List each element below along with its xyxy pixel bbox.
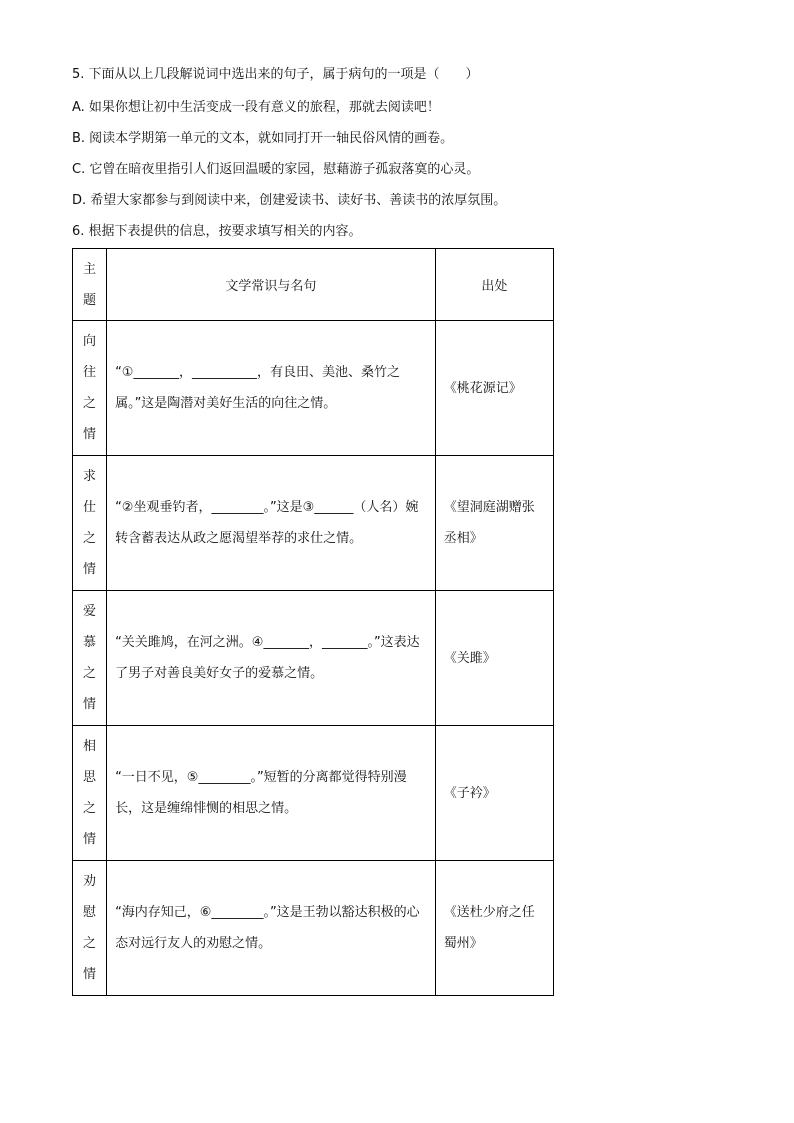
theme-char: 情	[83, 832, 97, 847]
theme-cell	[73, 591, 107, 726]
source-cell: 《送杜少府之任蜀州》	[435, 861, 553, 996]
theme-char: 慰	[83, 905, 97, 920]
source-cell: 《子衿》	[435, 726, 553, 861]
question-5-stem: 5. 下面从以上几段解说词中选出来的句子，属于病句的一项是（ ）	[72, 67, 479, 82]
theme-char: 之	[83, 801, 97, 816]
table-row	[73, 456, 554, 591]
header-content-cell: 文学常识与名句	[107, 249, 436, 321]
header-theme-char: 主	[83, 261, 97, 277]
theme-char: 情	[83, 562, 97, 577]
theme-char: 相	[83, 739, 97, 754]
theme-cell	[73, 861, 107, 996]
theme-char: 之	[83, 666, 97, 681]
header-theme-cell	[73, 249, 107, 321]
theme-char: 爱	[83, 604, 97, 619]
source-cell: 《关雎》	[435, 591, 553, 726]
source-cell: 《望洞庭湖赠张丞相》	[435, 456, 553, 591]
table-row	[73, 591, 554, 726]
theme-char: 之	[83, 531, 97, 546]
header-theme-char: 题	[83, 292, 97, 308]
header-source-cell: 出处	[435, 249, 553, 321]
question-5-option-b: B. 阅读本学期第一单元的文本，就如同打开一轴民俗风情的画卷。	[72, 131, 454, 146]
theme-char: 情	[83, 697, 97, 712]
literature-info-table	[72, 248, 554, 996]
theme-char: 之	[83, 396, 97, 411]
theme-char: 仕	[83, 500, 97, 515]
theme-char: 往	[83, 365, 97, 380]
theme-char: 慕	[83, 635, 97, 650]
theme-char: 求	[83, 469, 97, 484]
theme-char: 劝	[83, 874, 97, 889]
theme-char: 情	[83, 967, 97, 982]
content-cell: “海内存知己，⑥________。”这是王勃以豁达积极的心态对远行友人的劝慰之情。	[107, 861, 436, 996]
theme-char: 向	[83, 334, 97, 349]
table-row	[73, 861, 554, 996]
content-cell: “关关雎鸠，在河之洲。④_______，_______。”这表达了男子对善良美好女子的爱慕之情。	[107, 591, 436, 726]
theme-cell	[73, 726, 107, 861]
table-header-row	[73, 249, 554, 321]
theme-cell	[73, 321, 107, 456]
theme-char: 之	[83, 936, 97, 951]
content-cell: “①_______，__________，有良田、美池、桑竹之属。”这是陶潜对美好生活的向往之情。	[107, 321, 436, 456]
theme-char: 情	[83, 427, 97, 442]
theme-char: 思	[83, 770, 97, 785]
question-6-stem: 6. 根据下表提供的信息，按要求填写相关的内容。	[72, 224, 362, 239]
content-cell: “一日不见，⑤________。”短暂的分离都觉得特别漫长，这是缠绵悱恻的相思之情。	[107, 726, 436, 861]
content-cell: “②坐观垂钓者，________。”这是③______（人名）婉转含蓄表达从政之愿渴望举荐的求仕之情。	[107, 456, 436, 591]
theme-cell	[73, 456, 107, 591]
question-5-option-c: C. 它曾在暗夜里指引人们返回温暖的家园，慰藉游子孤寂落寞的心灵。	[72, 162, 480, 177]
table-row	[73, 726, 554, 861]
question-5-option-a: A. 如果你想让初中生活变成一段有意义的旅程，那就去阅读吧！	[72, 100, 440, 115]
source-cell: 《桃花源记》	[435, 321, 553, 456]
question-5-option-d: D. 希望大家都参与到阅读中来，创建爱读书、读好书、善读书的浓厚氛围。	[72, 193, 507, 208]
table-row	[73, 321, 554, 456]
